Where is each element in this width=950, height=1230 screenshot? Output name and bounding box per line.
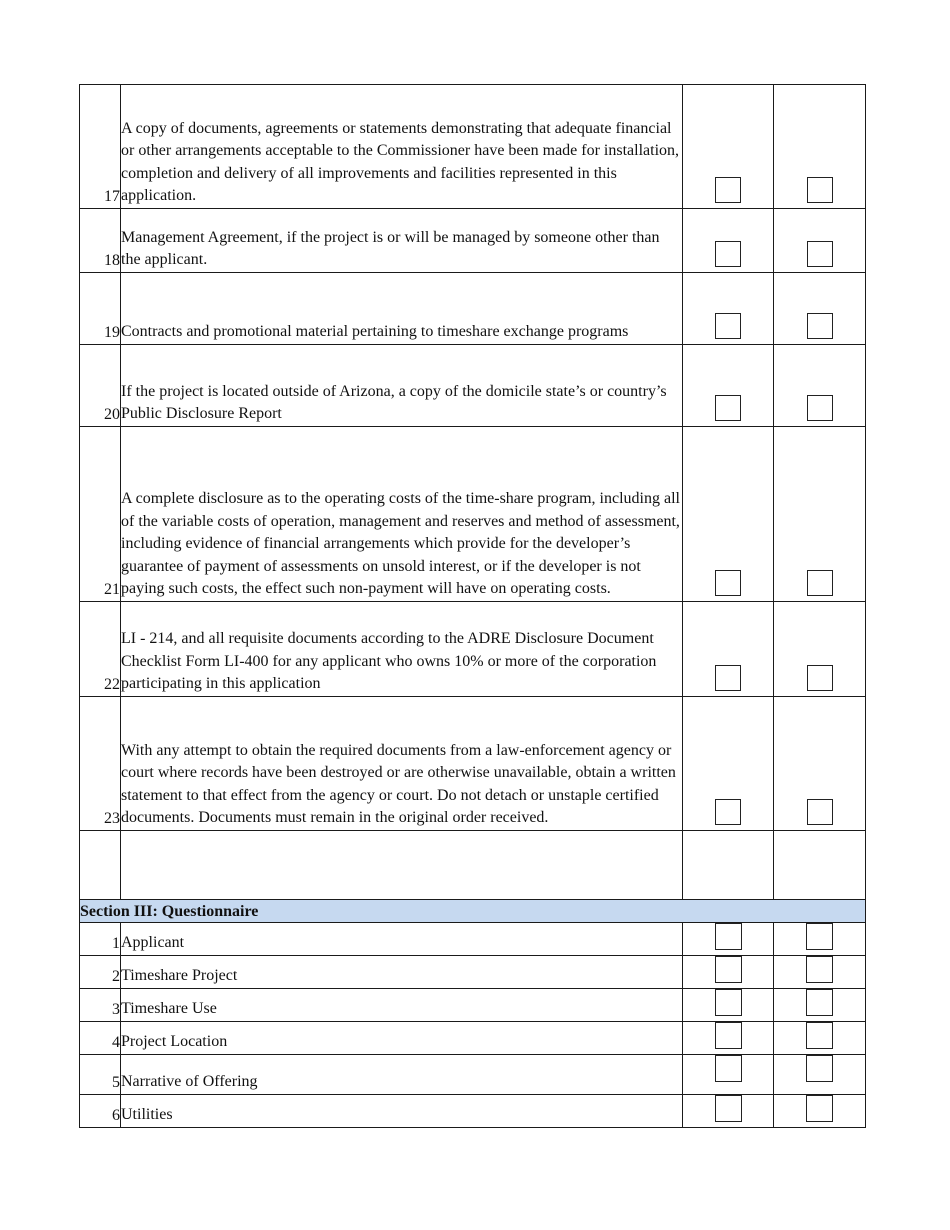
- checkbox-cell-b: [774, 209, 866, 273]
- item-description: Utilities: [121, 1095, 683, 1128]
- checkbox-b[interactable]: [806, 956, 833, 983]
- item-description: Project Location: [121, 1022, 683, 1055]
- checkbox-cell-a: [683, 345, 774, 427]
- item-description: Contracts and promotional material pertaining to timeshare exchange programs: [121, 273, 683, 345]
- checkbox-cell-b: [774, 345, 866, 427]
- checkbox-cell-b: [774, 427, 866, 602]
- checkbox-b[interactable]: [806, 989, 833, 1016]
- item-number: 21: [80, 427, 121, 602]
- checkbox-a[interactable]: [715, 956, 742, 983]
- checkbox-cell-a: [683, 923, 774, 956]
- item-number: 2: [80, 956, 121, 989]
- checkbox-cell-b: [774, 989, 866, 1022]
- questionnaire-row-5: [80, 1055, 866, 1095]
- item-description: A copy of documents, agreements or statements demonstrating that adequate financial or other arrangements acceptable to the Commissioner have been made for installation, completion and delivery of all improvements and facilities represented in this application.: [121, 85, 683, 209]
- questionnaire-row-1: [80, 923, 866, 956]
- checkbox-cell-a: [683, 85, 774, 209]
- disclosure-checklist-table: [79, 84, 866, 1128]
- item-description: Applicant: [121, 923, 683, 956]
- item-description: Timeshare Project: [121, 956, 683, 989]
- checkbox-b[interactable]: [806, 1095, 833, 1122]
- section-title: Section III: Questionnaire: [80, 900, 866, 923]
- checklist-row-21: [80, 427, 866, 602]
- checkbox-b[interactable]: [807, 177, 833, 203]
- item-number: 6: [80, 1095, 121, 1128]
- blank-cell: [774, 831, 866, 900]
- item-description: A complete disclosure as to the operating costs of the time-share program, including all of the variable costs of operation, management and reserves and method of assessment, including evidence of financial arrangements which provide for the developer’s guarantee of payment of assessments on unsold interest, or if the developer is not paying such costs, the effect such non-payment will have on operating costs.: [121, 427, 683, 602]
- item-number: 5: [80, 1055, 121, 1095]
- checkbox-cell-b: [774, 85, 866, 209]
- item-description: Management Agreement, if the project is or will be managed by someone other than the applicant.: [121, 209, 683, 273]
- checkbox-cell-b: [774, 697, 866, 831]
- checkbox-a[interactable]: [715, 1095, 742, 1122]
- item-number: 1: [80, 923, 121, 956]
- checkbox-a[interactable]: [715, 570, 741, 596]
- item-number: 4: [80, 1022, 121, 1055]
- checkbox-b[interactable]: [807, 570, 833, 596]
- checkbox-b[interactable]: [806, 1022, 833, 1049]
- checklist-row-19: [80, 273, 866, 345]
- checkbox-a[interactable]: [715, 1022, 742, 1049]
- checkbox-cell-a: [683, 1055, 774, 1095]
- checkbox-b[interactable]: [806, 1055, 833, 1082]
- checkbox-cell-a: [683, 209, 774, 273]
- checkbox-cell-b: [774, 1095, 866, 1128]
- checkbox-a[interactable]: [715, 989, 742, 1016]
- checkbox-cell-b: [774, 956, 866, 989]
- checklist-row-22: [80, 602, 866, 697]
- checkbox-cell-a: [683, 1022, 774, 1055]
- checkbox-cell-a: [683, 602, 774, 697]
- checkbox-b[interactable]: [807, 313, 833, 339]
- blank-cell: [80, 831, 121, 900]
- checkbox-cell-b: [774, 273, 866, 345]
- questionnaire-row-3: [80, 989, 866, 1022]
- item-number: 3: [80, 989, 121, 1022]
- item-number: 20: [80, 345, 121, 427]
- checklist-row-17: [80, 85, 866, 209]
- item-description: If the project is located outside of Arizona, a copy of the domicile state’s or country’s Public Disclosure Report: [121, 345, 683, 427]
- checkbox-a[interactable]: [715, 241, 741, 267]
- questionnaire-row-6: [80, 1095, 866, 1128]
- checkbox-a[interactable]: [715, 395, 741, 421]
- section-iii-header: [80, 900, 866, 923]
- blank-cell: [683, 831, 774, 900]
- item-number: 18: [80, 209, 121, 273]
- checkbox-b[interactable]: [807, 395, 833, 421]
- checkbox-cell-a: [683, 956, 774, 989]
- checklist-row-20: [80, 345, 866, 427]
- item-number: 22: [80, 602, 121, 697]
- blank-cell: [121, 831, 683, 900]
- item-description: Narrative of Offering: [121, 1055, 683, 1095]
- checkbox-cell-a: [683, 989, 774, 1022]
- checkbox-b[interactable]: [807, 665, 833, 691]
- checkbox-cell-b: [774, 1022, 866, 1055]
- checkbox-a[interactable]: [715, 665, 741, 691]
- checkbox-b[interactable]: [806, 923, 833, 950]
- checkbox-a[interactable]: [715, 177, 741, 203]
- item-number: 23: [80, 697, 121, 831]
- checklist-row-18: [80, 209, 866, 273]
- checklist-row-23: [80, 697, 866, 831]
- checkbox-cell-a: [683, 697, 774, 831]
- checkbox-a[interactable]: [715, 313, 741, 339]
- item-description: With any attempt to obtain the required documents from a law-enforcement agency or court where records have been destroyed or are otherwise unavailable, obtain a written statement to that effect from the agency or court. Do not detach or unstaple certified documents. Documents must remain in the original order received.: [121, 697, 683, 831]
- checkbox-cell-a: [683, 273, 774, 345]
- checkbox-a[interactable]: [715, 1055, 742, 1082]
- checkbox-b[interactable]: [807, 241, 833, 267]
- checkbox-cell-b: [774, 602, 866, 697]
- checkbox-a[interactable]: [715, 799, 741, 825]
- checkbox-cell-a: [683, 1095, 774, 1128]
- item-description: Timeshare Use: [121, 989, 683, 1022]
- checkbox-cell-b: [774, 923, 866, 956]
- checkbox-cell-a: [683, 427, 774, 602]
- questionnaire-row-4: [80, 1022, 866, 1055]
- blank-row: [80, 831, 866, 900]
- checkbox-cell-b: [774, 1055, 866, 1095]
- item-number: 17: [80, 85, 121, 209]
- questionnaire-row-2: [80, 956, 866, 989]
- item-number: 19: [80, 273, 121, 345]
- checkbox-a[interactable]: [715, 923, 742, 950]
- checkbox-b[interactable]: [807, 799, 833, 825]
- item-description: LI - 214, and all requisite documents according to the ADRE Disclosure Document Checklist Form LI-400 for any applicant who owns 10% or more of the corporation participating in this application: [121, 602, 683, 697]
